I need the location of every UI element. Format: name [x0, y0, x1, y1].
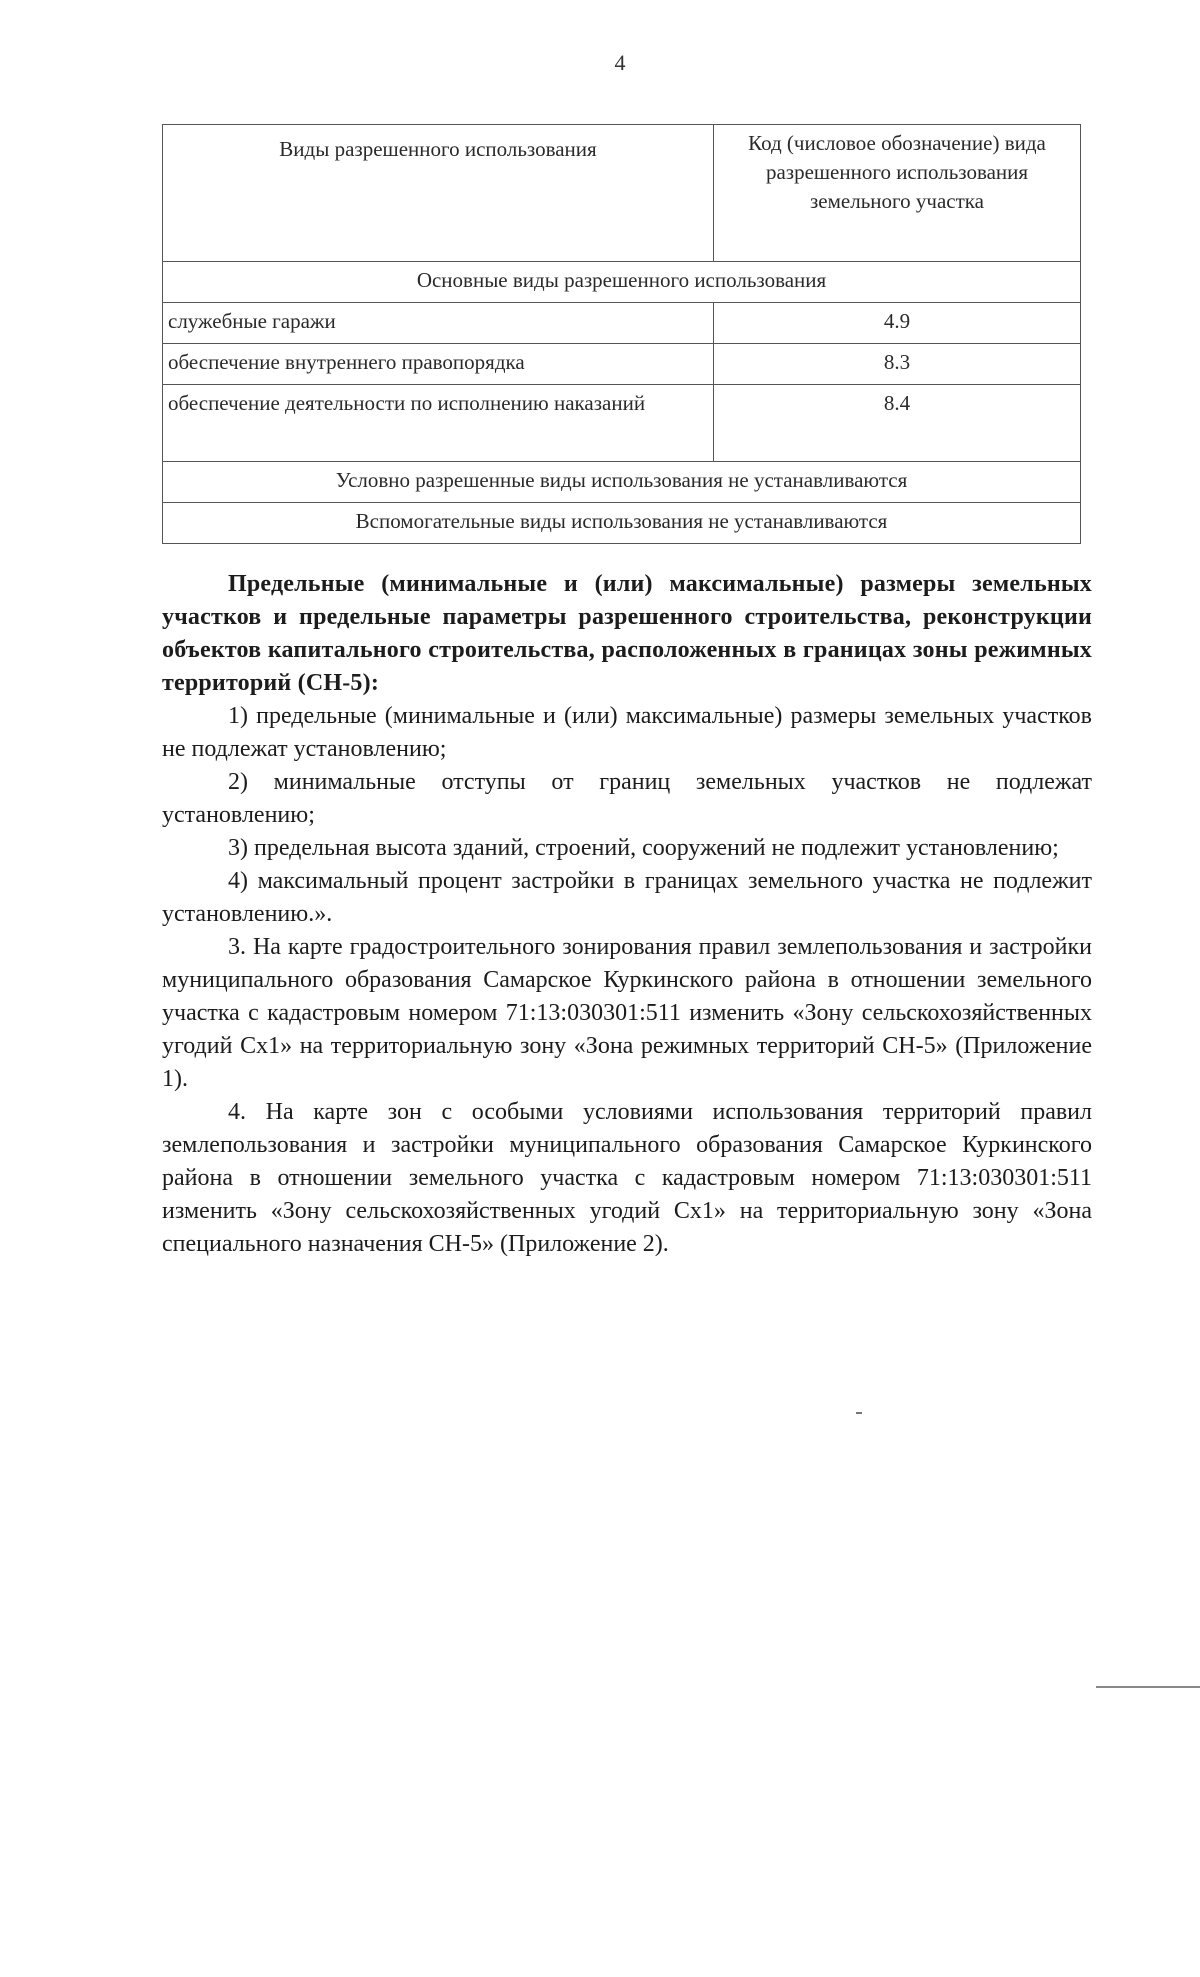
list-item: 3) предельная высота зданий, строений, сооружений не подлежит установлению;	[228, 835, 1059, 861]
paragraph-4: 4. На карте зон с особыми условиями использования территорий правил землепользования и застройки муниципального образования Самарское Куркинского района в отношении земельного участка с кадастровым номером 71:13:030301:511 изменить «Зону сельскохозяйственных угодий Сх1» на территориальную зону «Зона специального назначения СН-5» (Приложение 2).	[162, 1099, 1092, 1257]
use-name: обеспечение деятельности по исполнению наказаний	[163, 385, 714, 462]
section-auxiliary-uses: Вспомогательные виды использования не устанавливаются	[163, 503, 1081, 544]
use-code: 4.9	[714, 303, 1081, 344]
table-header-row	[163, 125, 1081, 262]
header-use-code: Код (числовое обозначение) вида разрешенного использования земельного участка	[714, 125, 1081, 262]
section-row-conditional	[163, 462, 1081, 503]
scan-artifact-mark	[856, 1412, 862, 1414]
use-name: обеспечение внутреннего правопорядка	[163, 344, 714, 385]
use-name: служебные гаражи	[163, 303, 714, 344]
land-use-table	[162, 124, 1081, 544]
section-row-main	[163, 262, 1081, 303]
paragraph-3: 3. На карте градостроительного зонирования правил землепользования и застройки муниципального образования Самарское Куркинского района в отношении земельного участка с кадастровым номером 71:13:030301:511 изменить «Зону сельскохозяйственных угодий Сх1» на территориальную зону «Зона режимных территорий СН-5» (Приложение 1).	[162, 934, 1092, 1092]
section-heading: Предельные (минимальные и (или) максимальные) размеры земельных участков и предельные параметры разрешенного строительства, реконструкции объектов капитального строительства, расположенных в границах зоны режимных территорий (СН-5):	[162, 571, 1092, 696]
table-row	[163, 385, 1081, 462]
list-item: 2) минимальные отступы от границ земельных участков не подлежат установлению;	[162, 769, 1092, 828]
list-item: 1) предельные (минимальные и (или) максимальные) размеры земельных участков не подлежат установлению;	[162, 703, 1092, 762]
table-row	[163, 303, 1081, 344]
scan-artifact-line	[1096, 1686, 1200, 1688]
use-code: 8.4	[714, 385, 1081, 462]
header-use-types: Виды разрешенного использования	[163, 125, 714, 262]
table-row	[163, 344, 1081, 385]
page-number: 4	[614, 50, 626, 75]
section-row-auxiliary	[163, 503, 1081, 544]
use-code: 8.3	[714, 344, 1081, 385]
list-item: 4) максимальный процент застройки в границах земельного участка не подлежит установлению.».	[162, 868, 1092, 927]
section-main-uses: Основные виды разрешенного использования	[163, 262, 1081, 303]
section-conditional-uses: Условно разрешенные виды использования не устанавливаются	[163, 462, 1081, 503]
document-body	[162, 568, 1092, 1261]
